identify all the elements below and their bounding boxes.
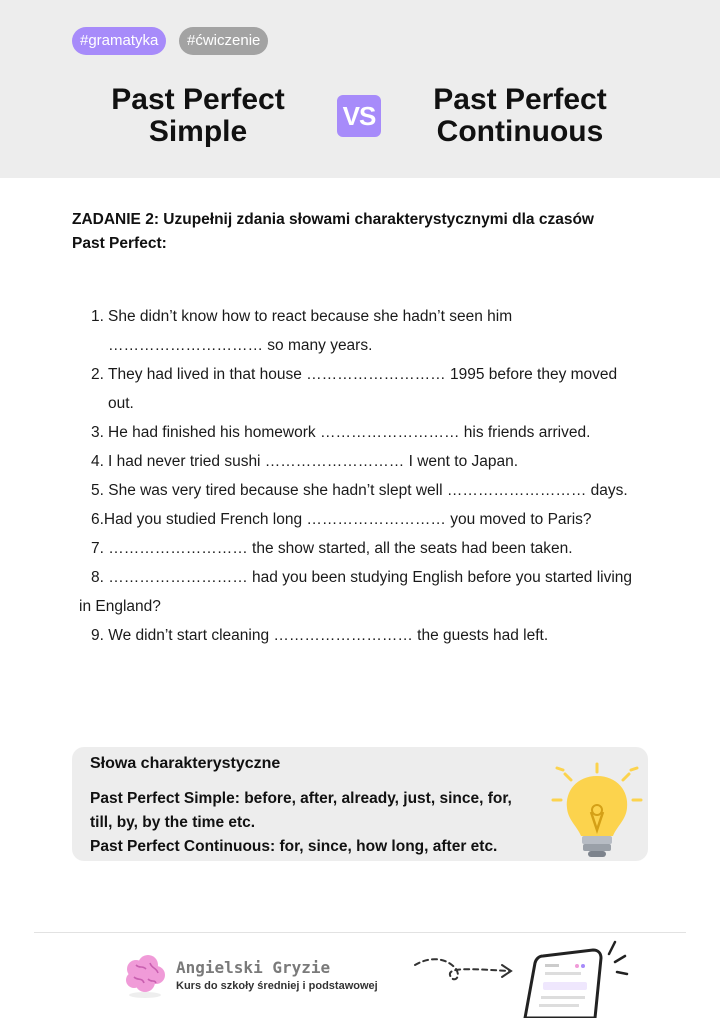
- item-text: They had lived in that house ……………………… 1995 before they moved: [108, 366, 618, 383]
- tag-gramatyka[interactable]: #gramatyka: [72, 27, 166, 55]
- list-item: [0, 418, 720, 447]
- item-text: He had finished his homework ……………………… his friends arrived.: [108, 424, 591, 441]
- lightbulb-icon: [545, 760, 650, 865]
- item-text: in England?: [79, 598, 161, 615]
- item-number: 3.: [91, 424, 104, 441]
- title-past-perfect-simple: [90, 84, 306, 148]
- item-number: 2.: [91, 366, 104, 383]
- item-text: She didn’t know how to react because she hadn’t seen him: [108, 308, 513, 325]
- title-left-line2: Simple: [148, 115, 248, 148]
- list-item: [0, 302, 720, 360]
- list-item: [0, 621, 720, 650]
- title-right-line1: Past Perfect: [433, 83, 607, 116]
- item-number: 4.: [91, 453, 104, 470]
- brand-subtitle: Kurs do szkoły średniej i podstawowej: [176, 980, 378, 992]
- exercise-list: [0, 302, 720, 650]
- phone-illustration-icon: [515, 936, 630, 1018]
- brain-icon: [122, 953, 168, 999]
- list-item: [0, 360, 720, 418]
- arrow-right-icon: [412, 955, 517, 985]
- item-text: 8. ……………………… had you been studying English before you started living: [91, 569, 633, 586]
- item-text: 5. She was very tired because she hadn’t slept well ……………………… days.: [91, 482, 628, 499]
- header-banner: [0, 0, 720, 178]
- item-text: ………………………… so many years.: [108, 337, 373, 354]
- task-line1: ZADANIE 2: Uzupełnij zdania słowami charakterystycznymi dla czasów: [72, 211, 594, 228]
- task-line2: Past Perfect:: [72, 235, 167, 252]
- keywords-simple-line2: till, by, by the time etc.: [90, 814, 256, 831]
- footer-divider: [34, 932, 686, 933]
- task-instruction: [72, 208, 662, 256]
- list-item: [0, 447, 720, 476]
- brand-name: Angielski Gryzie: [176, 958, 331, 977]
- item-text: out.: [108, 395, 134, 412]
- item-text: 6.Had you studied French long ……………………… you moved to Paris?: [91, 511, 592, 528]
- item-text: 7. ……………………… the show started, all the seats had been taken.: [91, 540, 573, 557]
- list-item: [0, 563, 720, 621]
- tag-cwiczenie[interactable]: #ćwiczenie: [179, 27, 268, 55]
- list-item: [0, 505, 720, 534]
- vs-badge: VS: [337, 95, 381, 137]
- title-past-perfect-continuous: [404, 84, 636, 148]
- title-right-line2: Continuous: [436, 115, 604, 148]
- keywords-title: Słowa charakterystyczne: [90, 755, 281, 772]
- title-left-line1: Past Perfect: [111, 83, 285, 116]
- item-number: 1.: [91, 308, 104, 325]
- keywords-simple-line1: Past Perfect Simple: before, after, already, just, since, for,: [90, 790, 512, 807]
- list-item: [0, 534, 720, 563]
- keywords-continuous: Past Perfect Continuous: for, since, how long, after etc.: [90, 838, 498, 855]
- item-text: I had never tried sushi ……………………… I went to Japan.: [108, 453, 519, 470]
- item-text: 9. We didn’t start cleaning ……………………… the guests had left.: [91, 627, 549, 644]
- keywords-text: [90, 787, 550, 859]
- list-item: [0, 476, 720, 505]
